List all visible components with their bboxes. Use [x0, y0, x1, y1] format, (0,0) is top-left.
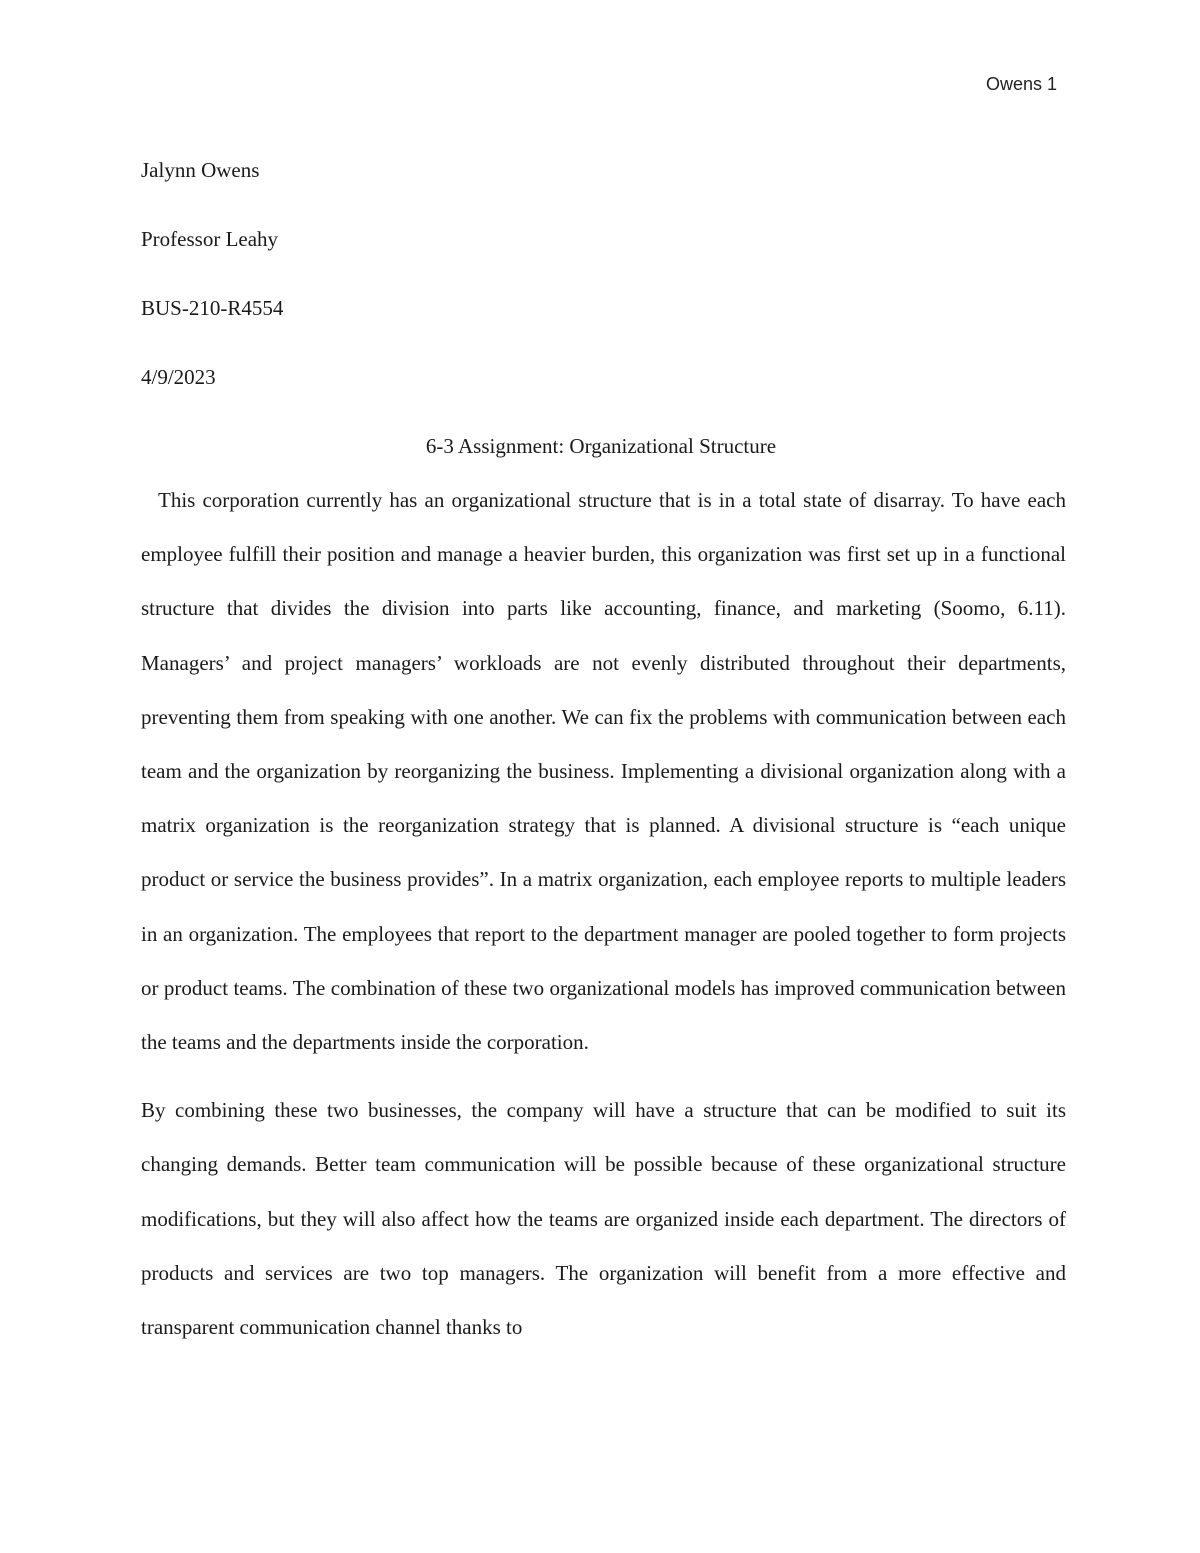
submission-date: 4/9/2023	[141, 365, 216, 389]
document-title: 6-3 Assignment: Organizational Structure	[425, 434, 777, 458]
document-body	[141, 136, 1066, 1354]
running-head: Owens 1	[985, 74, 1057, 94]
course-code: BUS-210-R4554	[141, 296, 284, 320]
paragraph-1: This corporation currently has an organizational structure that is in a total state of disarray. To have each employee fulfill their position and manage a heavier burden, this organization was first set up in a functional structure that divides the division into parts like accounting, finance, and marketing (Soomo, 6.11). Managers’ and project managers’ workloads are not evenly distributed throughout their departments, preventing them from speaking with one another. We can fix the problems with communication between each team and the organization by reorganizing the business. Implementing a divisional organization along with a matrix organization is the reorganization strategy that is planned. A divisional structure is “each unique product or service the business provides”. In a matrix organization, each employee reports to multiple leaders in an organization. The employees that report to the department manager are pooled together to form projects or product teams. The combination of these two organizational models has improved communication between the teams and the departments inside the corporation.	[141, 488, 1066, 1055]
paragraph-2: By combining these two businesses, the company will have a structure that can be modified to suit its changing demands. Better team communication will be possible because of these organizational structure modifications, but they will also affect how the teams are organized inside each department. The directors of products and services are two top managers. The organization will benefit from a more effective and transparent communication channel thanks to	[141, 1098, 1066, 1340]
instructor-name: Professor Leahy	[141, 227, 279, 251]
author-name: Jalynn Owens	[141, 158, 260, 182]
